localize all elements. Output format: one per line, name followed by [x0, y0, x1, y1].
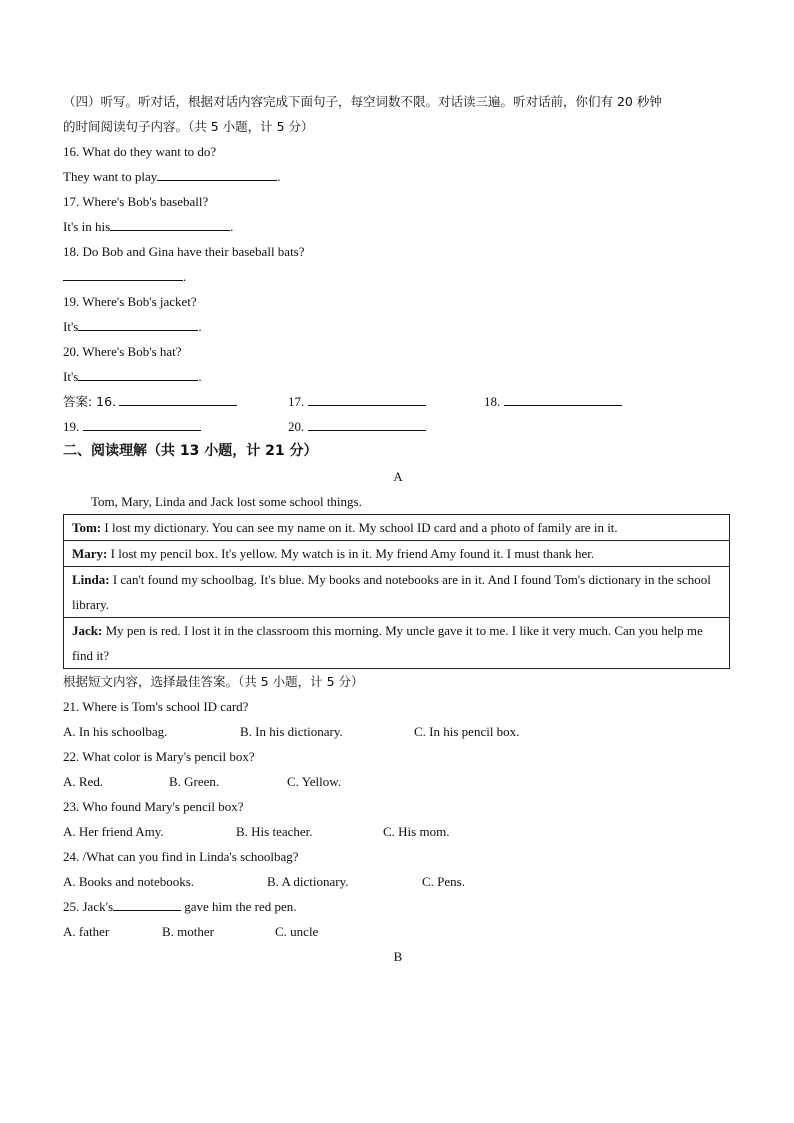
question-21: 21. Where is Tom's school ID card?	[63, 699, 249, 714]
table-cell	[64, 567, 730, 618]
table-cell	[64, 618, 730, 669]
worksheet-page	[63, 89, 733, 969]
answer-sheet-17-blank[interactable]	[308, 391, 426, 406]
reading-section-title: 二、阅读理解（共 13 小题，计 21 分）	[63, 443, 318, 459]
option-24-c[interactable]: C. Pens.	[422, 874, 465, 889]
answer-label: 答案: 16.	[63, 394, 117, 409]
answer-20-blank[interactable]	[78, 366, 198, 381]
answer-17-prefix: It's in his	[63, 219, 111, 234]
listening-header-line2: 的时间阅读句子内容。（共 5 小题，计 5 分）	[63, 119, 314, 134]
answer-sheet-18-number: 18.	[484, 394, 501, 409]
answer-16-prefix: They want to play	[63, 169, 158, 184]
speaker-text: I lost my dictionary. You can see my name on it. My school ID card and a photo of family are in it.	[101, 520, 618, 535]
option-24-a[interactable]: A. Books and notebooks.	[63, 874, 195, 889]
answer-sheet-19-blank[interactable]	[83, 416, 201, 431]
option-23-a[interactable]: A. Her friend Amy.	[63, 824, 164, 839]
answer-line-20	[63, 364, 733, 389]
table-cell	[64, 515, 730, 541]
question-25-prefix: 25. Jack's	[63, 899, 114, 914]
speaker-text: I lost my pencil box. It's yellow. My watch is in it. My friend Amy found it. I must thank her.	[107, 546, 595, 561]
speaker-text: My pen is red. I lost it in the classroom this morning. My uncle gave it to me. I like it very much. Can you help me find it?	[72, 623, 703, 663]
options-21	[63, 719, 733, 744]
period: .	[198, 319, 202, 334]
answer-sheet-16-blank[interactable]	[119, 391, 237, 406]
listening-header-line1: （四）听写。听对话，根据对话内容完成下面句子，每空词数不限。对话读三遍。听对话前，你们有 20 秒钟	[63, 94, 662, 109]
answer-cell-17	[288, 389, 484, 414]
question-25-blank[interactable]	[113, 896, 181, 911]
table-cell	[64, 541, 730, 567]
question-20: 20. Where's Bob's hat?	[63, 344, 182, 359]
answer-19-blank[interactable]	[78, 316, 198, 331]
answer-line-16	[63, 164, 733, 189]
question-24: 24. /What can you find in Linda's schoolbag?	[63, 849, 299, 864]
period: .	[230, 219, 234, 234]
question-18: 18. Do Bob and Gina have their baseball bats?	[63, 244, 305, 259]
question-19: 19. Where's Bob's jacket?	[63, 294, 197, 309]
answer-cell-16	[63, 389, 288, 414]
answer-cell-18	[484, 389, 622, 414]
option-23-b[interactable]: B. His teacher.	[236, 824, 313, 839]
period: .	[277, 169, 281, 184]
reading-instruction: 根据短文内容，选择最佳答案。（共 5 小题，计 5 分）	[63, 674, 364, 689]
question-25-suffix: gave him the red pen.	[181, 899, 297, 914]
table-row	[64, 567, 730, 618]
question-16: 16. What do they want to do?	[63, 144, 217, 159]
options-25	[63, 919, 733, 944]
answer-sheet-18-blank[interactable]	[504, 391, 622, 406]
option-22-c[interactable]: C. Yellow.	[287, 774, 342, 789]
question-23: 23. Who found Mary's pencil box?	[63, 799, 244, 814]
speaker-name: Linda:	[72, 572, 110, 587]
answer-cell-19	[63, 414, 288, 439]
period: .	[183, 269, 187, 284]
table-row	[64, 618, 730, 669]
option-21-a[interactable]: A. In his schoolbag.	[63, 724, 168, 739]
answer-line-19	[63, 314, 733, 339]
table-row	[64, 541, 730, 567]
options-24	[63, 869, 733, 894]
period: .	[198, 369, 202, 384]
answer-16-blank[interactable]	[157, 166, 277, 181]
option-21-c[interactable]: C. In his pencil box.	[414, 724, 520, 739]
speaker-name: Mary:	[72, 546, 108, 561]
question-17: 17. Where's Bob's baseball?	[63, 194, 209, 209]
option-25-b[interactable]: B. mother	[162, 924, 214, 939]
speaker-text: I can't found my schoolbag. It's blue. My books and notebooks are in it. And I found Tom's dictionary in the school library.	[72, 572, 711, 612]
answer-row-2	[63, 414, 733, 439]
question-25	[63, 894, 733, 919]
answer-sheet-17-number: 17.	[288, 394, 305, 409]
answer-sheet-20-blank[interactable]	[308, 416, 426, 431]
answer-20-prefix: It's	[63, 369, 79, 384]
option-23-c[interactable]: C. His mom.	[383, 824, 450, 839]
option-22-a[interactable]: A. Red.	[63, 774, 104, 789]
option-22-b[interactable]: B. Green.	[169, 774, 220, 789]
lost-things-table	[63, 514, 730, 669]
answer-line-18	[63, 264, 733, 289]
speaker-name: Jack:	[72, 623, 103, 638]
option-25-a[interactable]: A. father	[63, 924, 110, 939]
table-row	[64, 515, 730, 541]
option-25-c[interactable]: C. uncle	[275, 924, 319, 939]
answer-row-1	[63, 389, 733, 414]
speaker-name: Tom:	[72, 520, 102, 535]
option-21-b[interactable]: B. In his dictionary.	[240, 724, 343, 739]
answer-sheet-19-number: 19.	[63, 419, 80, 434]
options-23	[63, 819, 733, 844]
part-a-label: A	[393, 469, 403, 484]
option-24-b[interactable]: B. A dictionary.	[267, 874, 349, 889]
answer-sheet-20-number: 20.	[288, 419, 305, 434]
options-22	[63, 769, 733, 794]
answer-cell-20	[288, 414, 426, 439]
answer-19-prefix: It's	[63, 319, 79, 334]
answer-line-17	[63, 214, 733, 239]
answer-18-blank[interactable]	[63, 266, 183, 281]
answer-17-blank[interactable]	[110, 216, 230, 231]
passage-intro: Tom, Mary, Linda and Jack lost some school things.	[91, 494, 362, 509]
part-b-label: B	[393, 949, 403, 964]
question-22: 22. What color is Mary's pencil box?	[63, 749, 255, 764]
